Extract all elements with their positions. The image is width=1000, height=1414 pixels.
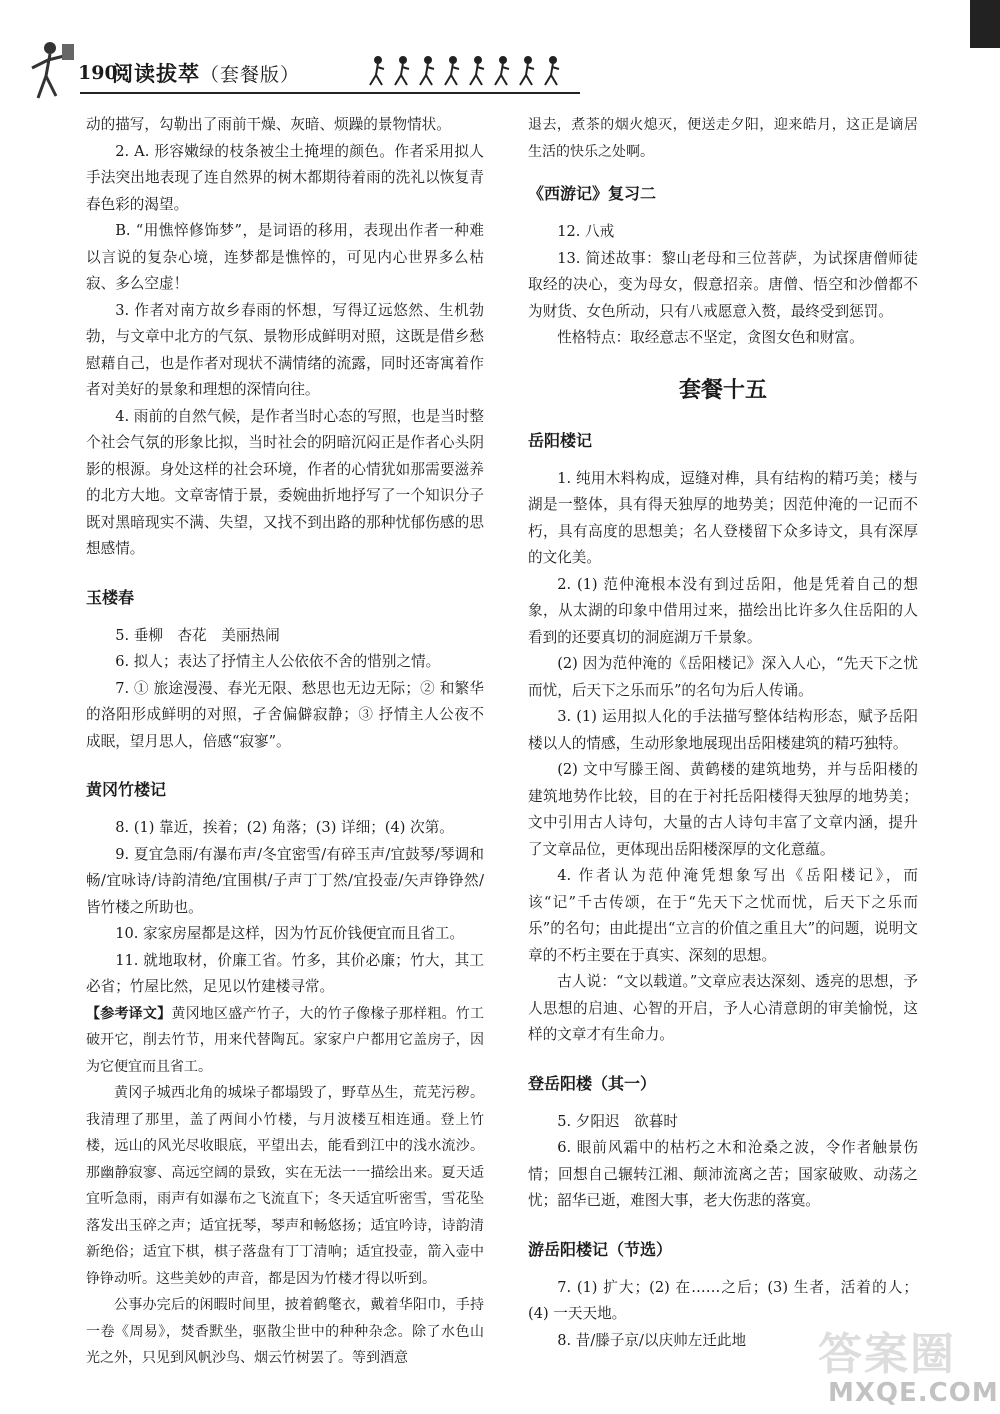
section-heading: 《西游记》复习二 [528,184,657,203]
watermark-logo: 答案圈 [818,1329,956,1380]
paragraph: 4. 作者认为范仲淹凭想象写出《岳阳楼记》，而该“记”千古传颂，在于“先天下之忧而忧，后天下之乐而乐”的名句；由此提出“立言的价值之重且大”的问题，说明文章的不朽主要在于真实、深刻的思想。 [528,867,918,964]
translation-paragraph: 退去，煮茶的烟火熄灭，便送走夕阳，迎来皓月，这正是谪居生活的快乐之处啊。 [528,117,918,160]
paragraph: 性格特点：取经意志不坚定，贪图女色和财富。 [557,329,864,346]
note-heading: 【参考译文】 [86,1005,172,1022]
header-rule [80,92,580,94]
translation-continued [528,112,918,165]
book-title-text: 阅读拔萃 [112,62,200,86]
paragraph: 5. 垂柳 杏花 美丽热闹 [115,626,280,644]
unit-title: 套餐十五 [678,377,767,403]
reference-translation [86,1001,484,1372]
paragraph: 3. (1) 运用拟人化的手法描写整体结构形态，赋予岳阳楼以人的情感，生动形象地展现出岳阳楼建筑的精巧独特。 [528,708,918,752]
paragraph: B. “用憔悴修饰梦”，是词语的移用，表现出作者一种难以言说的复杂心境，连梦都是憔悴的，可见内心世界多么枯寂、多么空虚！ [86,222,484,292]
corner-tab [970,0,1000,48]
paragraph: 古人说：“文以载道。”文章应表达深刻、透亮的思想，予人思想的启迪、心智的开启，予人心清意朗的审美愉悦，这样的文章才有生命力。 [528,973,918,1043]
paragraph: (2) 文中写滕王阁、黄鹤楼的建筑地势，并与岳阳楼的建筑地势作比较，目的在于衬托岳阳楼得天独厚的地势美；文中引用古人诗句，大量的古人诗句丰富了文章内涵，提升了文章品位，更体现出岳阳楼深厚的文化意蕴。 [528,761,918,858]
book-edition: （套餐版） [200,64,301,86]
paragraph: 8. (1) 靠近，挨着；(2) 角落；(3) 详细；(4) 次第。 [115,819,454,836]
section-heading: 黄冈竹楼记 [86,780,167,799]
paragraph: 7. ① 旅途漫漫、春光无限、愁思也无边无际；② 和繁华的洛阳形成鲜明的对照，孑舍偏僻寂静；③ 抒情主人公夜不成眠，望月思人，倍感“寂寥”。 [86,679,484,750]
left-column [86,112,484,1372]
paragraph: 2. A. 形容嫩绿的枝条被尘土掩埋的颜色。作者采用拟人手法突出地表现了连自然界的树木都期待着雨的洗礼以恢复青春色彩的渴望。 [86,142,484,213]
paragraph: 8. 昔/滕子京/以庆帅左迁此地 [557,1331,747,1349]
paragraph: 6. 拟人；表达了抒情主人公依依不舍的惜别之情。 [115,653,441,670]
page-header [0,0,1000,110]
right-column [528,112,918,1354]
paragraph: 7. (1) 扩大；(2) 在……之后；(3) 生者，活着的人；(4) 一天天地。 [528,1278,918,1322]
translation-paragraph [86,1001,484,1081]
paragraph: 动的描写，勾勒出了雨前干燥、灰暗、烦躁的景物情状。 [86,116,451,133]
section-heading: 游岳阳楼记（节选） [528,1239,673,1259]
translation-paragraph: 黄冈子城西北角的城垛子都塌毁了，野草丛生，荒芜污秽。我清理了那里，盖了两间小竹楼，与月波楼互相连通。登上竹楼，远山的风光尽收眼底，平望出去，能看到江中的浅水流沙。那幽静寂寥、高远空阔的景致，实在无法一一描绘出来。夏天适宜听急雨，雨声有如瀑布之飞流直下；冬天适宜听密雪，雪花坠落发出玉碎之声；适宜抚琴，琴声和畅悠扬；适宜吟诗，诗韵清新绝俗；适宜下棋，棋子落盘有丁丁清响；适宜投壶，箭入壶中铮铮动听。这些美妙的声音，都是因为竹楼才得以听到。 [86,1085,484,1287]
paragraph: 1. 纯用木料构成，逗缝对榫，具有结构的精巧美；楼与湖是一整体，具有得天独厚的地势美；因范仲淹的一记而不朽，具有高度的思想美；名人登楼留下众多诗文，具有深厚的文化美。 [528,469,918,566]
runners-decoration-icon [368,55,578,89]
section-heading: 岳阳楼记 [528,430,593,450]
translation-paragraph: 公事办完后的闲暇时间里，披着鹤氅衣，戴着华阳巾，手持一卷《周易》，焚香默坐，驱散尘世中的种种杂念。除了水色山光之外，只见到风帆沙鸟、烟云竹树罢了。等到酒意 [86,1297,484,1366]
book-title [112,58,300,88]
paragraph: 2. (1) 范仲淹根本没有到过岳阳，他是凭着自己的想象，从太湖的印象中借用过来，描绘出比许多久住岳阳的人看到的还要真切的洞庭湖万千景象。 [528,575,918,646]
scholar-figure-icon [24,38,78,102]
paragraph: (2) 因为范仲淹的《岳阳楼记》深入人心，“先天下之忧而忧，后天下之乐而乐”的名句为后人传诵。 [528,655,918,699]
section-heading: 玉楼春 [86,587,135,607]
paragraph: 12. 八戒 [557,223,615,240]
paragraph: 3. 作者对南方故乡春雨的怀想，写得辽远悠然、生机勃勃，与文章中北方的气氛、景物形成鲜明对照，这既是借乡愁慰藉自己，也是作者对现状不满情绪的流露，同时还寄寓着作者对美好的景象和理想的深情向往。 [86,301,484,398]
paragraph: 9. 夏宜急雨/有瀑布声/冬宜密雪/有碎玉声/宜鼓琴/琴调和畅/宜咏诗/诗韵清绝/宜围棋/子声丁丁然/宜投壶/矢声铮铮然/皆竹楼之所助也。 [86,845,484,916]
page-number: 190 [78,62,118,84]
paragraph: 5. 夕阳迟 欲暮时 [557,1112,678,1130]
paragraph: 13. 简述故事：黎山老母和三位菩萨，为试探唐僧师徒取经的决心，变为母女，假意招亲。唐僧、悟空和沙僧都不为财货、女色所动，只有八戒愿意入赘，最终受到惩罚。 [528,249,918,320]
paragraph: 6. 眼前风霜中的枯朽之木和沧桑之波，令作者触景伤情；回想自己辗转江湘、颠沛流离之苦；国家破败、动荡之忧；韶华已逝，难图大事，老大伤悲的落寞。 [528,1139,918,1209]
watermark-text: MXQE.COM [828,1378,999,1408]
section-heading: 登岳阳楼（其一） [528,1073,657,1093]
paragraph: 10. 家家房屋都是这样，因为竹瓦价钱便宜而且省工。 [115,925,465,942]
translation-text: 黄冈地区盛产竹子，大的竹子像椽子那样粗。竹工破开它，削去竹节，用来代替陶瓦。家家户户都用它盖房子，因为它便宜而且省工。 [86,1005,485,1075]
paragraph: 4. 雨前的自然气候，是作者当时心态的写照，也是当时整个社会气氛的形象比拟，当时社会的阴暗沉闷正是作者心头阴影的根源。身处这样的社会环境，作者的心情犹如那需要滋养的北方大地。文章寄情于景，委婉曲折地抒写了一个知识分子既对黑暗现实不满、失望，又找不到出路的那种忧郁伤感的思想感情。 [86,407,485,557]
paragraph: 11. 就地取材，价廉工省。竹多，其价必廉；竹大，其工必省；竹屋比然，足见以竹建楼寻常。 [86,951,484,995]
